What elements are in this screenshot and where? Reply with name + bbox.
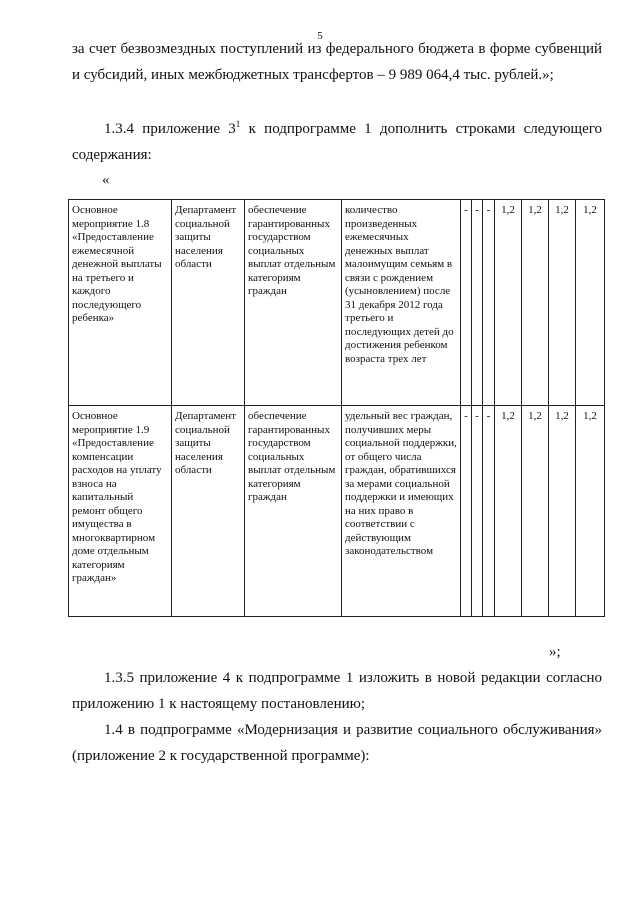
dash-cell: - xyxy=(483,200,495,406)
paragraph-subprogram-modernization: 1.4 в подпрограмме «Модернизация и развитие социального обслуживания» (приложение 2 к государственной программе): xyxy=(72,722,602,764)
value-cell: 1,2 xyxy=(549,406,576,617)
close-quote-mark: »; xyxy=(549,644,561,660)
goal-cell: обеспечение гарантированных государством социальных выплат отдельным категориям граждан xyxy=(245,200,342,406)
appendix-superscript: 1 xyxy=(235,119,241,129)
paragraph-appendix-text-end: к подпрограмме 1 дополнить строками следующего содержания: xyxy=(72,121,603,163)
measure-name-cell: Основное мероприятие 1.8 «Предоставление ежемесячной денежной выплаты на третьего и каждого последующего ребенка» xyxy=(69,200,172,406)
measure-name-cell: Основное мероприятие 1.9 «Предоставление компенсации расходов на уплату взноса на капитальный ремонт общего имущества в многоквартирном доме отдельным категориям граждан» xyxy=(69,406,172,617)
indicator-cell: количество произведенных ежемесячных денежных выплат малоимущим семьям в связи с рождением (усыновлением) после 31 декабря 2012 года третьего и последующих детей до достижения ребенком возраста трех лет xyxy=(342,200,461,406)
open-quote-mark: « xyxy=(102,172,110,188)
value-cell: 1,2 xyxy=(576,200,605,406)
executor-cell: Департамент социальной защиты населения области xyxy=(172,406,245,617)
measures-table xyxy=(68,199,605,617)
indicator-cell: удельный вес граждан, получивших меры социальной поддержки, от общего числа граждан, обратившихся за мерами социальной поддержки и имеющих на них право в соответствии с действующим законодательством xyxy=(342,406,461,617)
value-cell: 1,2 xyxy=(522,406,549,617)
goal-cell: обеспечение гарантированных государством социальных выплат отдельным категориям граждан xyxy=(245,406,342,617)
table-row xyxy=(69,406,605,617)
value-cell: 1,2 xyxy=(576,406,605,617)
value-cell: 1,2 xyxy=(495,406,522,617)
paragraph-appendix-3-1 xyxy=(72,116,602,168)
dash-cell: - xyxy=(472,406,483,617)
value-cell: 1,2 xyxy=(549,200,576,406)
value-cell: 1,2 xyxy=(495,200,522,406)
paragraph-budget-funding: за счет безвозмездных поступлений из федерального бюджета в форме субвенций и субсидий, иных межбюджетных трансфертов – 9 989 064,4 тыс. рублей.»; xyxy=(72,41,602,83)
executor-cell: Департамент социальной защиты населения области xyxy=(172,200,245,406)
dash-cell: - xyxy=(472,200,483,406)
dash-cell: - xyxy=(461,200,472,406)
table-row xyxy=(69,200,605,406)
value-cell: 1,2 xyxy=(522,200,549,406)
paragraph-appendix-4: 1.3.5 приложение 4 к подпрограмме 1 изложить в новой редакции согласно приложению 1 к настоящему постановлению; xyxy=(72,670,602,712)
dash-cell: - xyxy=(461,406,472,617)
page-number: 5 xyxy=(317,30,323,42)
paragraph-appendix-text-start: 1.3.4 приложение 3 xyxy=(104,121,236,137)
dash-cell: - xyxy=(483,406,495,617)
